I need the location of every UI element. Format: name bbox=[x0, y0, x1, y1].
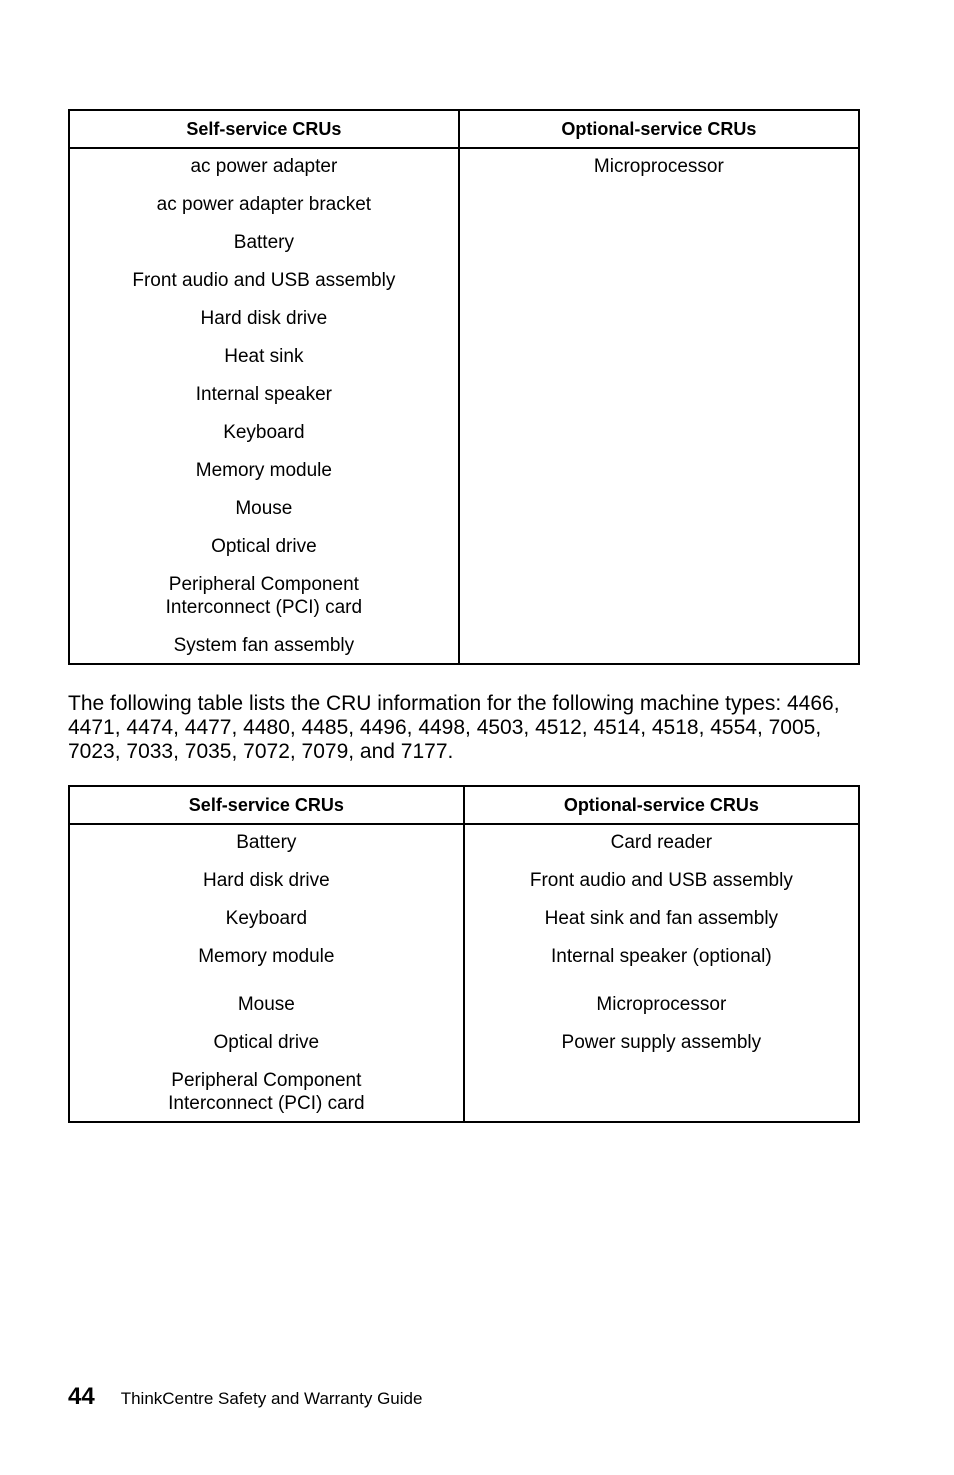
list-item: Front audio and USB assembly bbox=[529, 870, 793, 891]
list-item: Mouse bbox=[235, 498, 293, 519]
machine-types-paragraph: The following table lists the CRU information for the following machine types: 4466, 4471, 4474, 4477, 4480, 4485, 4496, 4498, 4503, 4512, 4514, 4518, 4554, 7005, 7023, 7033, 7035, 7072, 7079, and 7177. bbox=[68, 692, 840, 763]
list-item: Internal speaker bbox=[195, 384, 332, 405]
list-item: Microprocessor bbox=[593, 156, 724, 177]
table1-self-service-cell bbox=[69, 148, 459, 664]
table1-header-optional-service: Optional-service CRUs bbox=[459, 110, 859, 148]
list-item: Microprocessor bbox=[596, 994, 727, 1015]
table2-header-self-service: Self-service CRUs bbox=[69, 786, 464, 824]
cru-table-2 bbox=[68, 785, 860, 1123]
list-item: Hard disk drive bbox=[202, 870, 330, 891]
list-item: Card reader bbox=[610, 832, 713, 853]
list-item: Keyboard bbox=[225, 908, 308, 929]
list-item: Peripheral Component Interconnect (PCI) card bbox=[168, 1070, 365, 1114]
table2-header-optional-service: Optional-service CRUs bbox=[464, 786, 859, 824]
document-title: ThinkCentre Safety and Warranty Guide bbox=[120, 1389, 423, 1408]
list-item: Battery bbox=[236, 832, 297, 853]
list-item: Hard disk drive bbox=[200, 308, 328, 329]
list-item: Peripheral Component Interconnect (PCI) card bbox=[165, 574, 363, 618]
list-item: Internal speaker (optional) bbox=[550, 946, 772, 967]
list-item: Battery bbox=[233, 232, 294, 253]
list-item: System fan assembly bbox=[173, 635, 355, 656]
list-item: Optical drive bbox=[213, 1032, 320, 1053]
list-item: ac power adapter bracket bbox=[156, 194, 372, 215]
list-item: ac power adapter bbox=[190, 156, 338, 177]
table1-optional-service-cell bbox=[459, 148, 859, 664]
list-item: Front audio and USB assembly bbox=[132, 270, 396, 291]
list-item: Heat sink and fan assembly bbox=[544, 908, 779, 929]
list-item: Heat sink bbox=[224, 346, 304, 367]
list-item: Mouse bbox=[237, 994, 295, 1015]
list-item: Power supply assembly bbox=[561, 1032, 762, 1053]
list-item: Memory module bbox=[198, 946, 335, 967]
list-item: Optical drive bbox=[211, 536, 317, 557]
table2-self-service-cell bbox=[69, 824, 464, 1122]
table2-optional-service-cell bbox=[464, 824, 859, 1122]
table1-header-self-service: Self-service CRUs bbox=[69, 110, 459, 148]
list-item: Memory module bbox=[195, 460, 332, 481]
page-number: 44 bbox=[68, 1383, 95, 1410]
page-footer bbox=[68, 1383, 422, 1411]
cru-table-1 bbox=[68, 109, 860, 665]
list-item: Keyboard bbox=[223, 422, 305, 443]
